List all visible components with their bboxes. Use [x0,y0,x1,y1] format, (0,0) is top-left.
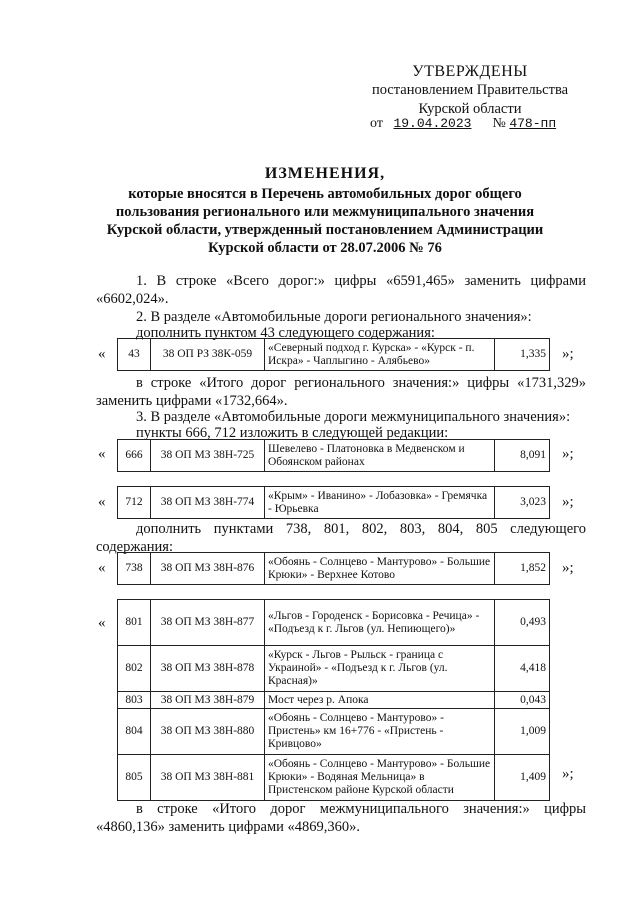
row-number: 804 [118,709,151,755]
road-description: «Обоянь - Солнцево - Мантурово» - Большие Крюки» - Верхнее Котово [265,553,495,585]
table-row [118,600,550,646]
road-code: 38 ОП МЗ 38Н-878 [151,646,265,692]
road-description: «Северный подход г. Курска» - «Курск - п. Искра» - Чаплыгино - Алябьево» [265,339,495,371]
table-row [118,339,550,371]
close-quote: »; [562,346,574,362]
road-length: 4,418 [495,646,550,692]
paragraph-1: 1. В строке «Всего дорог:» цифры «6591,465» заменить цифрами «6602,024». [96,273,586,307]
row-number: 805 [118,755,151,801]
table-row [118,440,550,472]
road-table-666 [117,439,550,472]
table-row [118,755,550,801]
row-number: 803 [118,692,151,709]
paragraph-3: 3. В разделе «Автомобильные дороги межмуниципального значения»: [136,409,571,425]
open-quote: « [98,346,106,362]
road-code: 38 ОП МЗ 38Н-876 [151,553,265,585]
road-length: 3,023 [495,487,550,519]
close-quote: »; [562,560,574,576]
approval-date: 19.04.2023 [393,116,472,131]
road-description: «Льгов - Городенск - Борисовка - Речица» - «Подъезд к г. Льгов (ул. Непиющего)» [265,600,495,646]
table-row [118,487,550,519]
road-length: 1,009 [495,709,550,755]
date-prefix: от [370,116,383,131]
table-row [118,692,550,709]
number-prefix: № [492,116,506,131]
approval-number: 478-пп [509,116,557,131]
approved-line-2: Курской области [418,101,522,117]
road-description: «Крым» - Иванино» - Лобазовка» - Гремячка - Юрьевка [265,487,495,519]
close-quote: »; [562,766,574,782]
road-table-43 [117,338,550,371]
road-length: 0,043 [495,692,550,709]
road-table-801-805 [117,599,550,801]
paragraph-2: 2. В разделе «Автомобильные дороги регионального значения»: [136,309,532,325]
approved-line-1: постановлением Правительства [371,82,569,98]
close-quote: »; [562,494,574,510]
road-length: 0,493 [495,600,550,646]
road-code: 38 ОП МЗ 38Н-880 [151,709,265,755]
row-number: 801 [118,600,151,646]
title-subtitle: которые вносятся в Перечень автомобильных дорог общего пользования регионального или межмуниципального значения Курской области, утвержденный постановлением Администрации Курской области от 28.07.2006 № 76 [106,186,544,256]
paragraph-2b: в строке «Итого дорог регионального значения:» цифры «1731,329» заменить цифрами «1732,664». [96,375,586,409]
row-number: 802 [118,646,151,692]
road-code: 38 ОП РЗ 38К-059 [151,339,265,371]
road-description: «Обоянь - Солнцево - Мантурово» - Большие Крюки» - Водяная Мельница» в Пристенском районе Курской области [265,755,495,801]
road-length: 1,852 [495,553,550,585]
road-code: 38 ОП МЗ 38Н-881 [151,755,265,801]
road-code: 38 ОП МЗ 38Н-879 [151,692,265,709]
table-row [118,709,550,755]
road-table-738 [117,552,550,585]
paragraph-3c: в строке «Итого дорог межмуниципального значения:» цифры «4860,136» заменить цифрами «4869,360». [96,801,586,835]
table-row [118,646,550,692]
road-description: Шевелево - Платоновка в Медвенском и Обоянском районах [265,440,495,472]
row-number: 43 [118,339,151,371]
paragraph-3a: пункты 666, 712 изложить в следующей редакции: [136,425,449,441]
road-description: «Курск - Льгов - Рыльск - граница с Украиной» - «Подъезд к г. Льгов (ул. Красная)» [265,646,495,692]
road-table-712 [117,486,550,519]
title-heading: ИЗМЕНЕНИЯ, [264,165,386,182]
open-quote: « [98,615,106,631]
approved-label: УТВЕРЖДЕНЫ [412,63,528,80]
open-quote: « [98,494,106,510]
document-title [90,165,560,257]
date-line [370,116,556,132]
row-number: 712 [118,487,151,519]
road-length: 1,409 [495,755,550,801]
approval-block [340,62,600,119]
table-row [118,553,550,585]
road-code: 38 ОП МЗ 38Н-877 [151,600,265,646]
road-code: 38 ОП МЗ 38Н-774 [151,487,265,519]
road-description: Мост через р. Апока [265,692,495,709]
road-code: 38 ОП МЗ 38Н-725 [151,440,265,472]
road-length: 1,335 [495,339,550,371]
row-number: 738 [118,553,151,585]
open-quote: « [98,560,106,576]
road-length: 8,091 [495,440,550,472]
row-number: 666 [118,440,151,472]
road-description: «Обоянь - Солнцево - Мантурово» - Пристень» км 16+776 - «Пристень - Кривцово» [265,709,495,755]
paragraph-2a: дополнить пунктом 43 следующего содержания: [136,325,435,341]
paragraph-3b: дополнить пунктами 738, 801, 802, 803, 804, 805 следующего содержания: [96,521,586,555]
close-quote: »; [562,446,574,462]
open-quote: « [98,446,106,462]
